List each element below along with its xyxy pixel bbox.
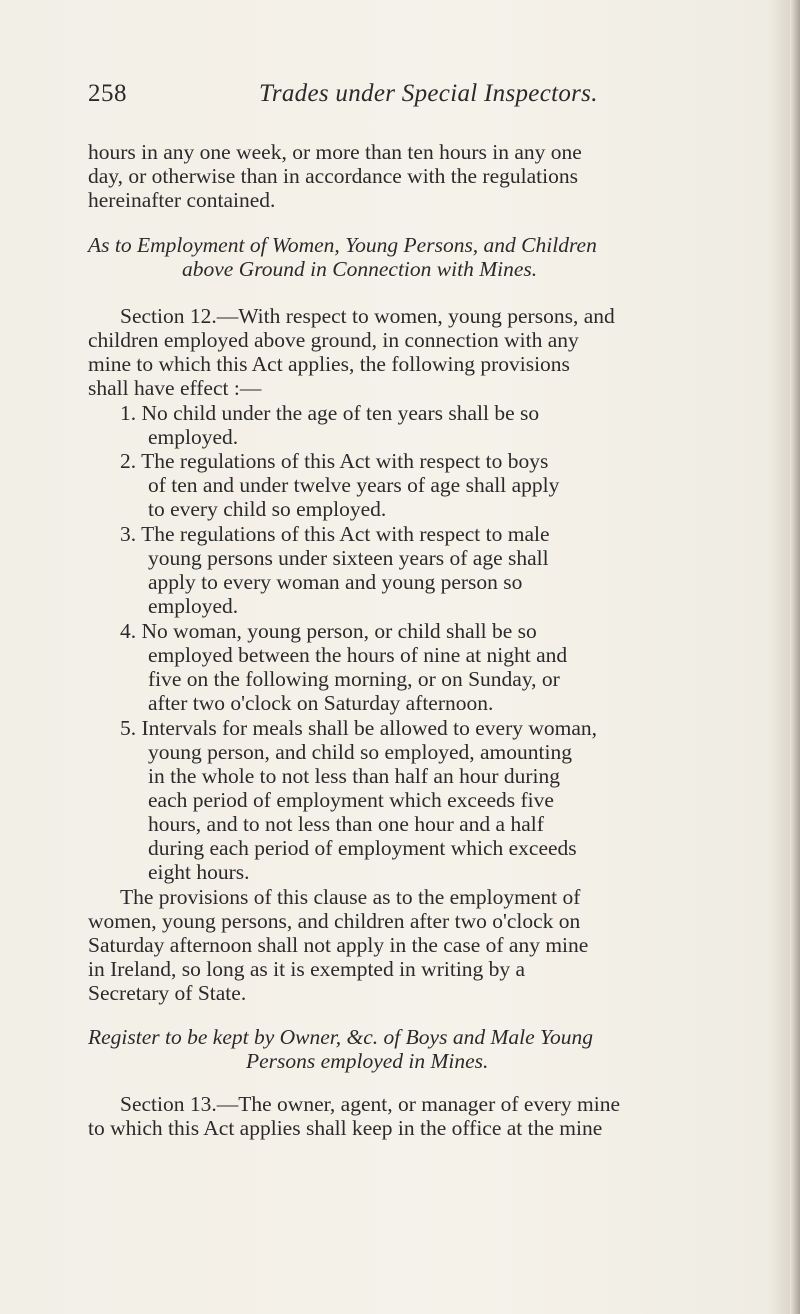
text-line: in the whole to not less than half an hour during [148, 764, 561, 788]
list-item: 5. Intervals for meals shall be allowed to every woman, [120, 716, 598, 740]
text-line: mine to which this Act applies, the following provisions [88, 352, 570, 376]
text-line: to which this Act applies shall keep in the office at the mine [88, 1116, 603, 1140]
section-heading: Register to be kept by Owner, &c. of Boys and Male Young [88, 1025, 593, 1049]
text-line: eight hours. [148, 860, 250, 884]
section-heading: Persons employed in Mines. [246, 1049, 489, 1073]
page-number: 258 [88, 80, 127, 107]
text-line: in Ireland, so long as it is exempted in writing by a [88, 957, 526, 981]
text-line: children employed above ground, in connection with any [88, 328, 579, 352]
text-line: shall have effect :— [88, 376, 262, 400]
text-line: employed. [148, 594, 239, 618]
text-line: The provisions of this clause as to the employment of [120, 885, 581, 909]
page-header [88, 76, 728, 112]
list-item: 3. The regulations of this Act with respect to male [120, 522, 550, 546]
text-line: Section 13.—The owner, agent, or manager of every mine [120, 1092, 621, 1116]
text-line: during each period of employment which exceeds [148, 836, 577, 860]
text-line: hours in any one week, or more than ten hours in any one [88, 140, 582, 164]
running-title: Trades under Special Inspectors. [259, 80, 598, 107]
text-line: each period of employment which exceeds five [148, 788, 554, 812]
list-item: 4. No woman, young person, or child shall be so [120, 619, 537, 643]
text-line: after two o'clock on Saturday afternoon. [148, 691, 494, 715]
list-item: 2. The regulations of this Act with respect to boys [120, 449, 549, 473]
text-line: to every child so employed. [148, 497, 387, 521]
text-line: employed. [148, 425, 239, 449]
text-line: young persons under sixteen years of age shall [148, 546, 549, 570]
text-line: employed between the hours of nine at night and [148, 643, 568, 667]
section-heading: As to Employment of Women, Young Persons, and Children [88, 233, 597, 257]
list-item: 1. No child under the age of ten years shall be so [120, 401, 540, 425]
section-heading: above Ground in Connection with Mines. [182, 257, 538, 281]
text-line: hereinafter contained. [88, 188, 276, 212]
text-line: Secretary of State. [88, 981, 247, 1005]
text-line: Section 12.—With respect to women, young persons, and [120, 304, 615, 328]
text-line: Saturday afternoon shall not apply in the case of any mine [88, 933, 589, 957]
text-line: women, young persons, and children after two o'clock on [88, 909, 581, 933]
text-line: young person, and child so employed, amounting [148, 740, 572, 764]
text-line: day, or otherwise than in accordance with the regulations [88, 164, 578, 188]
text-line: apply to every woman and young person so [148, 570, 523, 594]
book-spine-edge [790, 0, 800, 1314]
text-line: of ten and under twelve years of age shall apply [148, 473, 560, 497]
text-line: five on the following morning, or on Sunday, or [148, 667, 560, 691]
text-line: hours, and to not less than one hour and a half [148, 812, 544, 836]
